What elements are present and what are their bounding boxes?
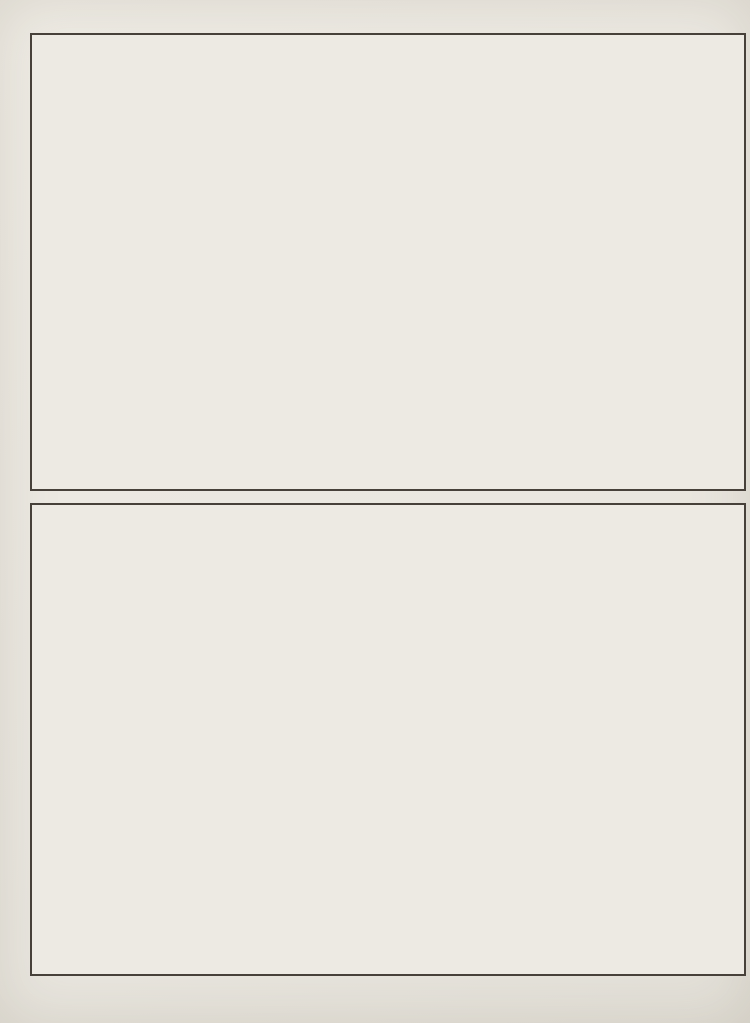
roster-table-top [30,33,746,491]
roster-table-bottom [30,503,746,976]
